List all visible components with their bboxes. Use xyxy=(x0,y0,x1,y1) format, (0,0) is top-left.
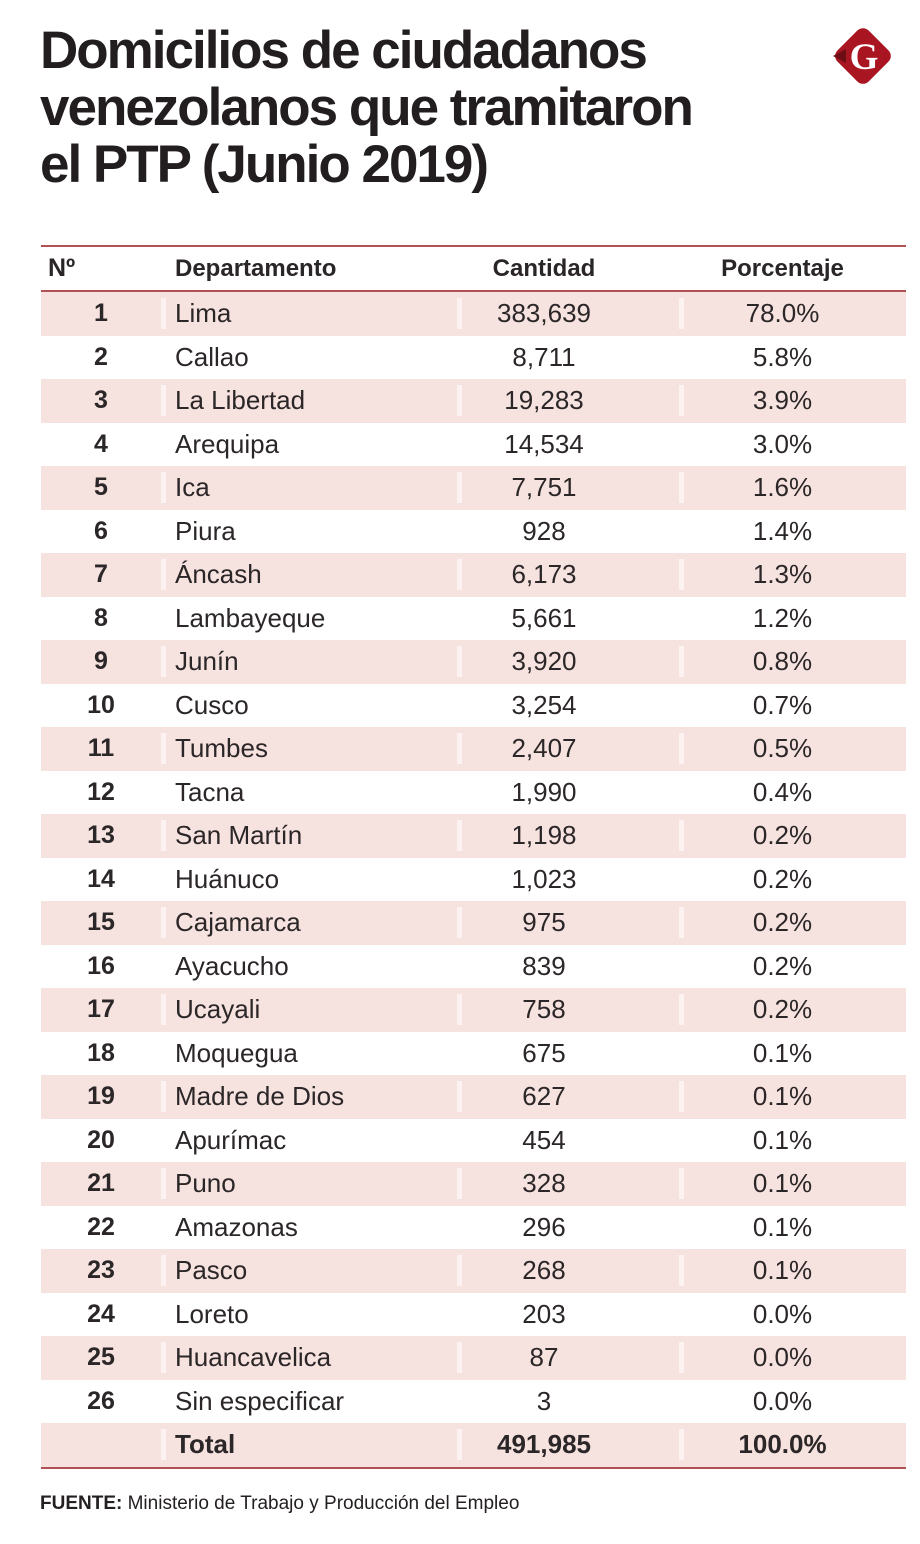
cell-porcentaje: 0.2% xyxy=(679,951,906,982)
title-line-2: venezolanos que tramitaron xyxy=(40,78,692,137)
cell-cantidad: 454 xyxy=(457,1125,679,1156)
cell-numero: 4 xyxy=(94,429,108,458)
table-header-row xyxy=(41,247,906,290)
page-title xyxy=(40,22,692,193)
total-label: Total xyxy=(161,1429,457,1460)
cell-numero: 12 xyxy=(87,777,115,806)
title-line-3: el PTP (Junio 2019) xyxy=(40,135,488,194)
cell-numero: 1 xyxy=(94,299,108,328)
cell-cantidad: 975 xyxy=(457,907,679,938)
cell-cantidad: 268 xyxy=(457,1255,679,1286)
cell-departamento: Moquegua xyxy=(161,1038,457,1069)
cell-departamento: Ayacucho xyxy=(161,951,457,982)
cell-cantidad: 383,639 xyxy=(457,298,679,329)
cell-cantidad: 8,711 xyxy=(457,342,679,373)
cell-porcentaje: 0.7% xyxy=(679,690,906,721)
cell-porcentaje: 0.4% xyxy=(679,777,906,808)
table-row xyxy=(41,684,906,728)
cell-departamento: San Martín xyxy=(161,820,457,851)
cell-cantidad: 3,254 xyxy=(457,690,679,721)
cell-numero: 10 xyxy=(87,690,115,719)
cell-cantidad: 3 xyxy=(457,1386,679,1417)
table-row xyxy=(41,1075,906,1119)
cell-numero: 3 xyxy=(94,386,108,415)
cell-departamento: Piura xyxy=(161,516,457,547)
cell-porcentaje: 0.2% xyxy=(679,864,906,895)
column-header-numero: Nº xyxy=(48,254,76,282)
table-row xyxy=(41,553,906,597)
cell-cantidad: 758 xyxy=(457,994,679,1025)
cell-numero: 15 xyxy=(87,908,115,937)
table-row xyxy=(41,510,906,554)
cell-porcentaje: 0.0% xyxy=(679,1386,906,1417)
cell-porcentaje: 0.5% xyxy=(679,733,906,764)
cell-porcentaje: 0.8% xyxy=(679,646,906,677)
cell-cantidad: 627 xyxy=(457,1081,679,1112)
table-row xyxy=(41,1380,906,1424)
cell-cantidad: 2,407 xyxy=(457,733,679,764)
table-row xyxy=(41,423,906,467)
table-row xyxy=(41,858,906,902)
cell-porcentaje: 1.3% xyxy=(679,559,906,590)
cell-departamento: Cusco xyxy=(161,690,457,721)
table-row xyxy=(41,945,906,989)
cell-departamento: Sin especificar xyxy=(161,1386,457,1417)
cell-departamento: Callao xyxy=(161,342,457,373)
cell-departamento: Lambayeque xyxy=(161,603,457,634)
cell-porcentaje: 0.2% xyxy=(679,994,906,1025)
cell-numero: 19 xyxy=(87,1082,115,1111)
cell-departamento: Huánuco xyxy=(161,864,457,895)
table-row xyxy=(41,1206,906,1250)
cell-porcentaje: 1.4% xyxy=(679,516,906,547)
cell-porcentaje: 0.2% xyxy=(679,820,906,851)
cell-porcentaje: 0.0% xyxy=(679,1342,906,1373)
cell-cantidad: 5,661 xyxy=(457,603,679,634)
cell-departamento: Puno xyxy=(161,1168,457,1199)
cell-numero: 21 xyxy=(87,1169,115,1198)
column-header-porcentaje: Porcentaje xyxy=(679,255,906,283)
cell-cantidad: 1,990 xyxy=(457,777,679,808)
source-note xyxy=(40,1493,519,1515)
cell-departamento: Junín xyxy=(161,646,457,677)
cell-porcentaje: 0.1% xyxy=(679,1038,906,1069)
cell-numero: 6 xyxy=(94,516,108,545)
table-row xyxy=(41,1162,906,1206)
cell-porcentaje: 0.1% xyxy=(679,1125,906,1156)
cell-numero: 7 xyxy=(94,560,108,589)
cell-numero: 24 xyxy=(87,1299,115,1328)
table-row xyxy=(41,1032,906,1076)
source-text: Ministerio de Trabajo y Producción del Empleo xyxy=(122,1493,520,1514)
cell-porcentaje: 0.2% xyxy=(679,907,906,938)
cell-cantidad: 14,534 xyxy=(457,429,679,460)
table-row xyxy=(41,1249,906,1293)
table-row xyxy=(41,727,906,771)
cell-porcentaje: 0.1% xyxy=(679,1212,906,1243)
cell-numero: 25 xyxy=(87,1343,115,1372)
cell-porcentaje: 5.8% xyxy=(679,342,906,373)
cell-numero: 22 xyxy=(87,1212,115,1241)
cell-porcentaje: 3.9% xyxy=(679,385,906,416)
table-row xyxy=(41,988,906,1032)
table-total-row xyxy=(41,1423,906,1467)
cell-departamento: Lima xyxy=(161,298,457,329)
cell-departamento: Tacna xyxy=(161,777,457,808)
cell-numero: 2 xyxy=(94,342,108,371)
cell-cantidad: 675 xyxy=(457,1038,679,1069)
cell-numero: 11 xyxy=(87,734,115,763)
cell-departamento: Huancavelica xyxy=(161,1342,457,1373)
cell-numero: 13 xyxy=(87,821,115,850)
title-line-1: Domicilios de ciudadanos xyxy=(40,21,646,80)
cell-numero: 16 xyxy=(87,951,115,980)
cell-porcentaje: 3.0% xyxy=(679,429,906,460)
cell-departamento: Ucayali xyxy=(161,994,457,1025)
cell-cantidad: 7,751 xyxy=(457,472,679,503)
table-row xyxy=(41,640,906,684)
cell-cantidad: 839 xyxy=(457,951,679,982)
table-row xyxy=(41,336,906,380)
cell-porcentaje: 0.1% xyxy=(679,1255,906,1286)
cell-cantidad: 3,920 xyxy=(457,646,679,677)
table-row xyxy=(41,1293,906,1337)
cell-porcentaje: 0.1% xyxy=(679,1168,906,1199)
cell-departamento: Amazonas xyxy=(161,1212,457,1243)
cell-cantidad: 19,283 xyxy=(457,385,679,416)
cell-departamento: Cajamarca xyxy=(161,907,457,938)
cell-cantidad: 203 xyxy=(457,1299,679,1330)
cell-cantidad: 928 xyxy=(457,516,679,547)
cell-numero: 23 xyxy=(87,1256,115,1285)
cell-porcentaje: 1.2% xyxy=(679,603,906,634)
cell-departamento: Áncash xyxy=(161,559,457,590)
table-row xyxy=(41,814,906,858)
cell-departamento: Madre de Dios xyxy=(161,1081,457,1112)
cell-departamento: Tumbes xyxy=(161,733,457,764)
logo-letter: G xyxy=(849,37,879,78)
cell-cantidad: 296 xyxy=(457,1212,679,1243)
table-row xyxy=(41,292,906,336)
cell-numero: 17 xyxy=(87,995,115,1024)
table-row xyxy=(41,379,906,423)
table-row xyxy=(41,1336,906,1380)
source-label: FUENTE: xyxy=(40,1493,123,1514)
cell-porcentaje: 0.1% xyxy=(679,1081,906,1112)
table-body xyxy=(41,292,906,1423)
cell-numero: 18 xyxy=(87,1038,115,1067)
cell-departamento: Apurímac xyxy=(161,1125,457,1156)
cell-departamento: La Libertad xyxy=(161,385,457,416)
cell-departamento: Arequipa xyxy=(161,429,457,460)
gestion-logo-icon xyxy=(829,22,897,90)
cell-departamento: Pasco xyxy=(161,1255,457,1286)
cell-porcentaje: 78.0% xyxy=(679,298,906,329)
cell-numero: 20 xyxy=(87,1125,115,1154)
cell-porcentaje: 1.6% xyxy=(679,472,906,503)
cell-cantidad: 1,023 xyxy=(457,864,679,895)
cell-numero: 14 xyxy=(87,864,115,893)
cell-cantidad: 6,173 xyxy=(457,559,679,590)
column-header-departamento: Departamento xyxy=(161,255,457,283)
cell-numero: 8 xyxy=(94,603,108,632)
table-row xyxy=(41,901,906,945)
cell-numero: 26 xyxy=(87,1386,115,1415)
divider-bottom xyxy=(41,1467,906,1469)
data-table xyxy=(41,245,906,1469)
cell-cantidad: 328 xyxy=(457,1168,679,1199)
cell-numero: 9 xyxy=(94,647,108,676)
table-row xyxy=(41,771,906,815)
column-header-cantidad: Cantidad xyxy=(457,255,679,283)
table-row xyxy=(41,597,906,641)
cell-departamento: Ica xyxy=(161,472,457,503)
cell-cantidad: 87 xyxy=(457,1342,679,1373)
cell-porcentaje: 0.0% xyxy=(679,1299,906,1330)
total-cantidad: 491,985 xyxy=(457,1429,679,1460)
cell-numero: 5 xyxy=(94,473,108,502)
cell-cantidad: 1,198 xyxy=(457,820,679,851)
table-row xyxy=(41,466,906,510)
total-porcentaje: 100.0% xyxy=(679,1429,906,1460)
cell-departamento: Loreto xyxy=(161,1299,457,1330)
table-row xyxy=(41,1119,906,1163)
